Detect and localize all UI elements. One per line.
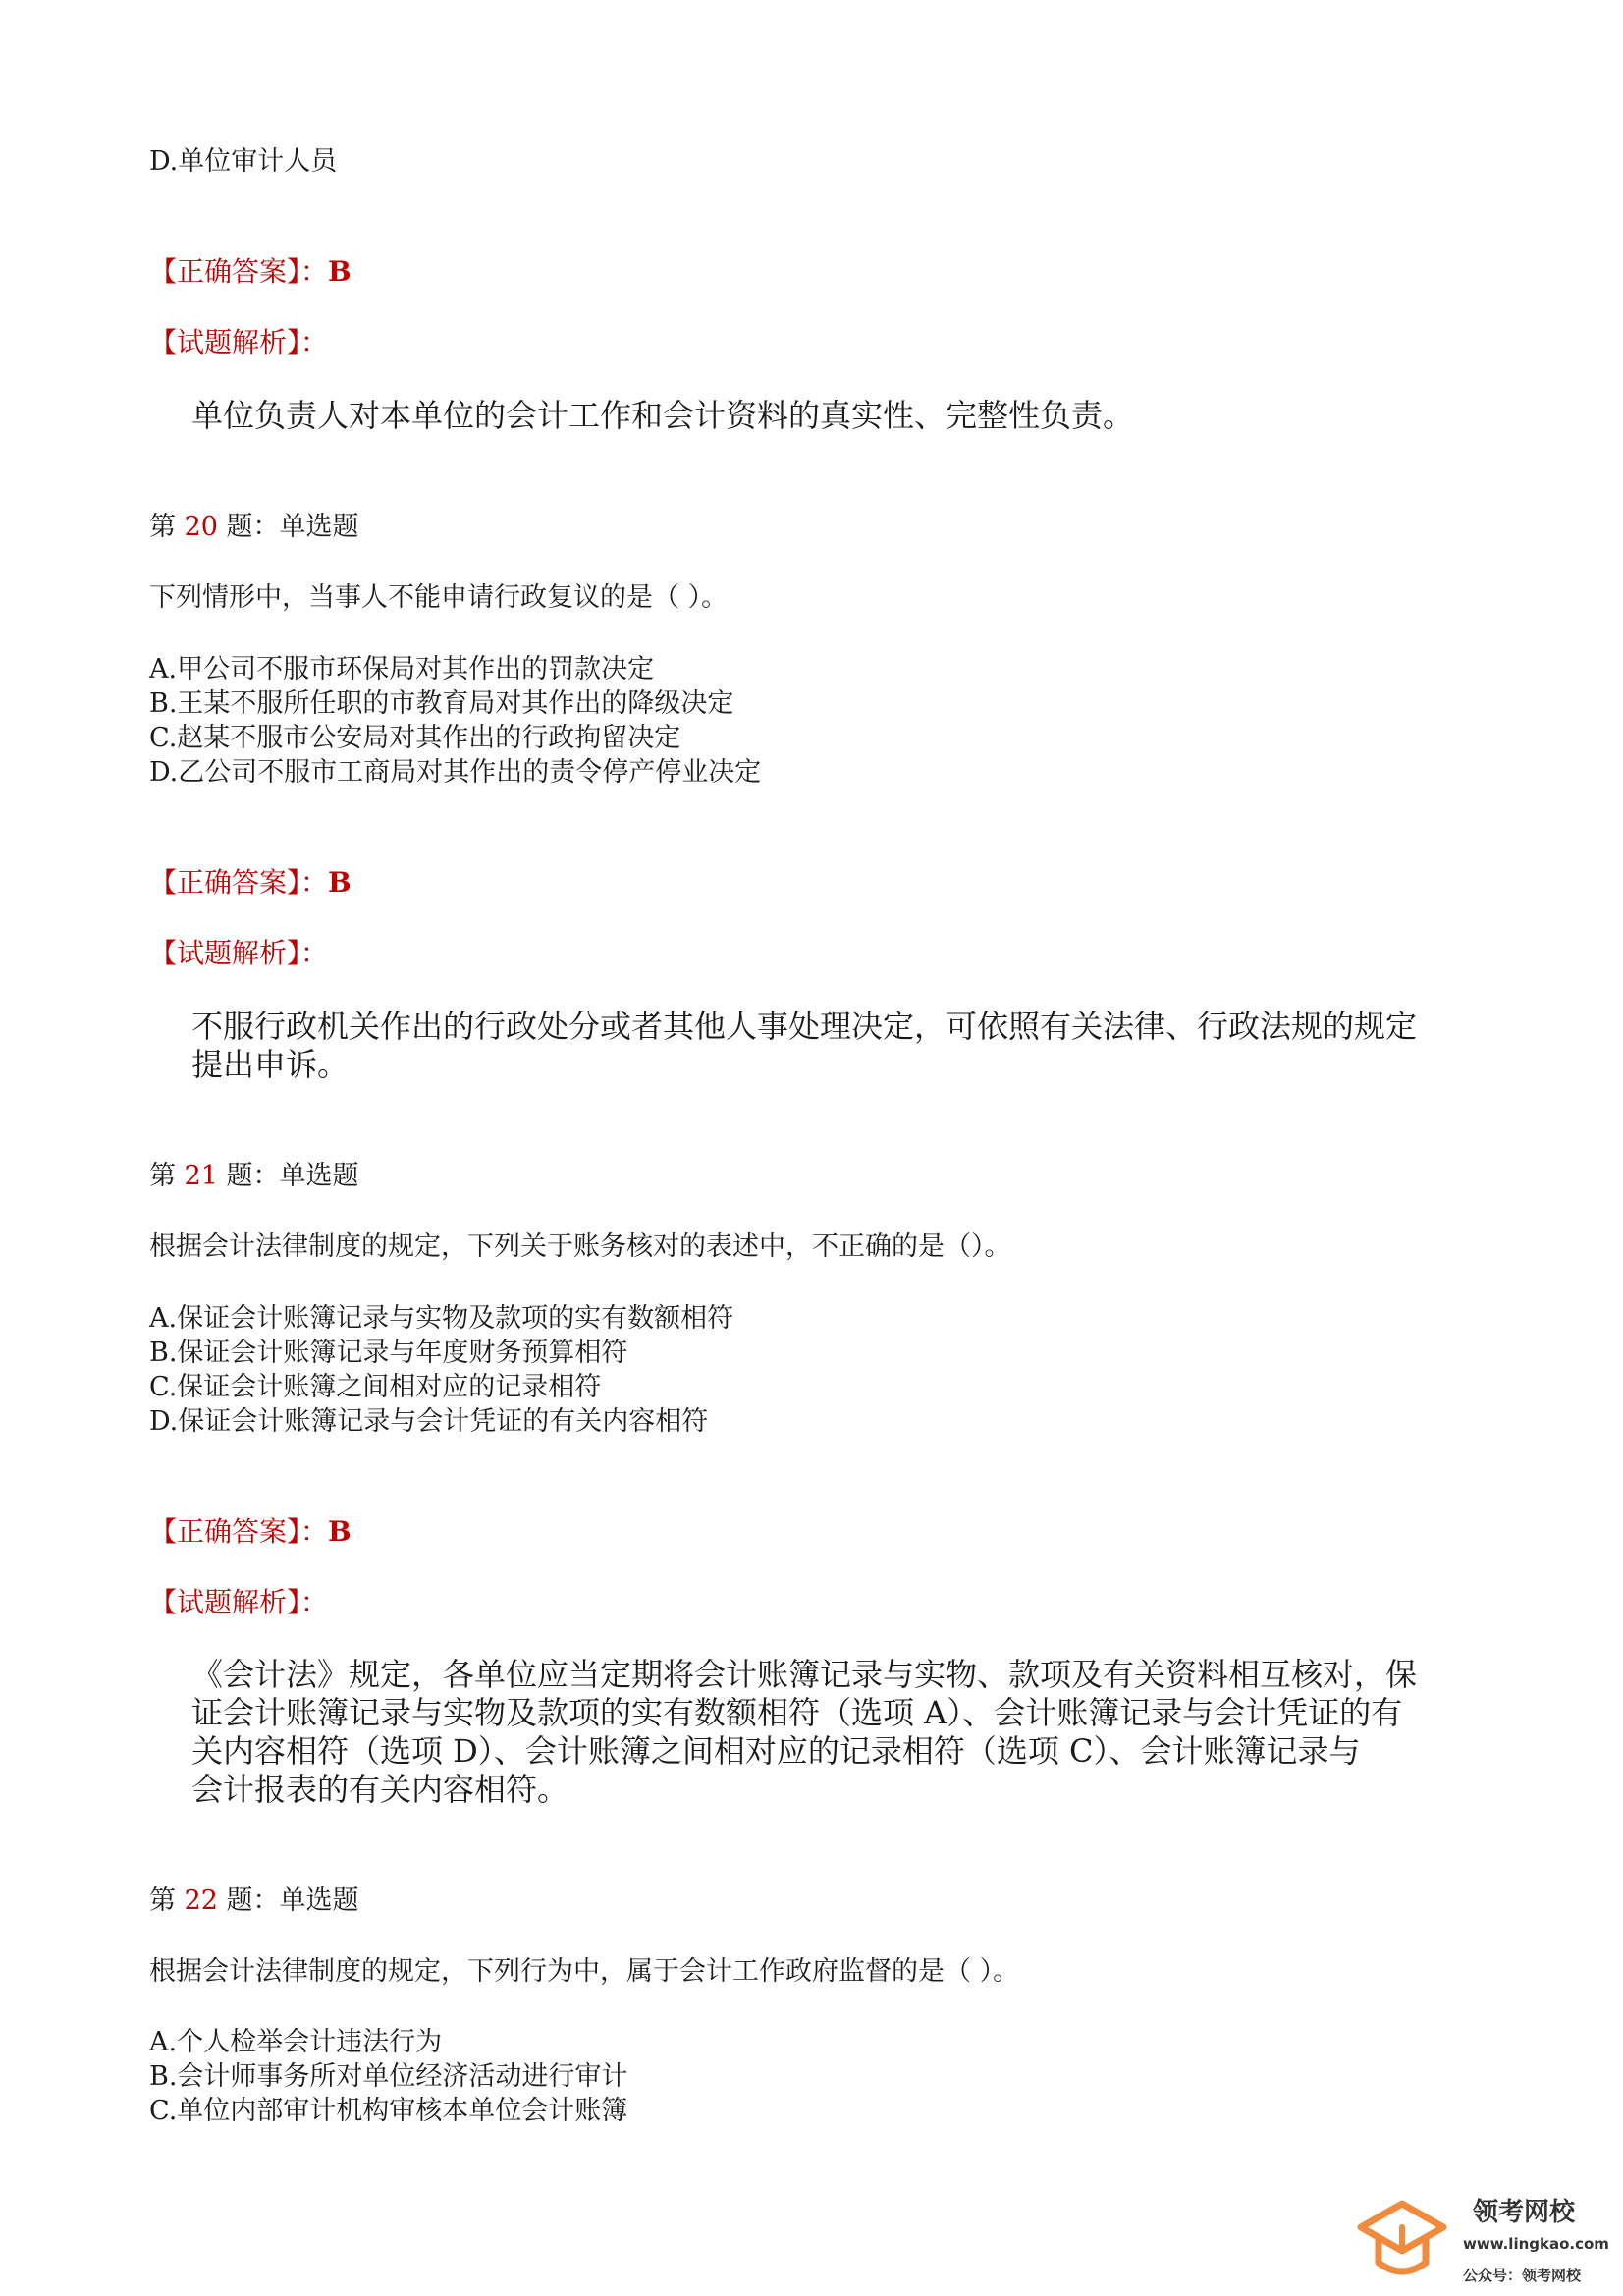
question-22-header [149, 1885, 359, 1918]
graduation-cap-icon [1353, 2198, 1451, 2286]
question-prefix: 第 [149, 512, 185, 542]
question-prefix: 第 [149, 1886, 185, 1916]
question-21-stem: 根据会计法律制度的规定，下列关于账务核对的表述中，不正确的是（）。 [149, 1231, 1011, 1262]
question-number: 20 [184, 512, 218, 542]
prev-analysis-label: 【试题解析】： [149, 326, 329, 358]
question-22-option-a: A.个人检举会计违法行为 [149, 2027, 443, 2057]
question-21-option-d: D.保证会计账簿记录与会计凭证的有关内容相符 [149, 1406, 709, 1437]
question-type: 题：单选题 [217, 1161, 359, 1191]
brand-url: www.lingkao.com [1463, 2235, 1609, 2253]
prev-answer [149, 255, 352, 289]
answer-value: B [328, 1515, 352, 1548]
prev-analysis-text [191, 397, 1488, 435]
analysis-line: 关内容相符（选项 D）、会计账簿之间相对应的记录相符（选项 C）、会计账簿记录与 [191, 1732, 1361, 1770]
brand-name: 领考网校 [1473, 2198, 1576, 2227]
lingkao-logo [1353, 2190, 1608, 2288]
question-22-option-b: B.会计师事务所对单位经济活动进行审计 [149, 2061, 628, 2092]
question-20-answer [149, 866, 352, 900]
question-20-option-b: B.王某不服所任职的市教育局对其作出的降级决定 [149, 688, 734, 719]
question-number: 21 [184, 1161, 218, 1191]
answer-value: B [328, 866, 352, 899]
analysis-line: 证会计账簿记录与实物及款项的实有数额相符（选项 A）、会计账簿记录与会计凭证的有 [191, 1694, 1403, 1731]
answer-label: 【正确答案】： [149, 1515, 329, 1548]
question-21-analysis-text [191, 1656, 1488, 1809]
answer-label: 【正确答案】： [149, 255, 329, 288]
question-21-option-a: A.保证会计账簿记录与实物及款项的实有数额相符 [149, 1303, 734, 1334]
question-type: 题：单选题 [217, 512, 359, 542]
question-21-option-b: B.保证会计账簿记录与年度财务预算相符 [149, 1338, 628, 1368]
analysis-line: 提出申诉。 [191, 1046, 350, 1083]
question-20-header [149, 511, 359, 544]
question-20-option-d: D.乙公司不服市工商局对其作出的责令停产停业决定 [149, 757, 762, 788]
question-21-option-c: C.保证会计账簿之间相对应的记录相符 [149, 1372, 602, 1402]
question-number: 22 [184, 1886, 218, 1916]
question-20-stem: 下列情形中，当事人不能申请行政复议的是（ ）。 [149, 582, 729, 613]
brand-wechat: 公众号：领考网校 [1463, 2267, 1582, 2284]
question-prefix: 第 [149, 1161, 185, 1191]
analysis-line: 不服行政机关作出的行政处分或者其他人事处理决定，可依照有关法律、行政法规的规定 [191, 1008, 1418, 1045]
question-20-option-a: A.甲公司不服市环保局对其作出的罚款决定 [149, 654, 655, 684]
question-21-answer [149, 1515, 352, 1549]
question-20-analysis-label: 【试题解析】： [149, 937, 329, 969]
question-type: 题：单选题 [217, 1886, 359, 1916]
question-21-header [149, 1160, 359, 1193]
question-20-option-c: C.赵某不服市公安局对其作出的行政拘留决定 [149, 723, 681, 753]
analysis-line: 《会计法》规定，各单位应当定期将会计账簿记录与实物、款项及有关资料相互核对，保 [191, 1656, 1418, 1693]
prev-option-d: D.单位审计人员 [149, 146, 338, 177]
question-20-analysis-text [191, 1008, 1488, 1084]
answer-value: B [328, 255, 352, 288]
answer-label: 【正确答案】： [149, 866, 329, 899]
analysis-line: 会计报表的有关内容相符。 [191, 1771, 569, 1808]
analysis-line: 单位负责人对本单位的会计工作和会计资料的真实性、完整性负责。 [191, 397, 1135, 434]
question-21-analysis-label: 【试题解析】： [149, 1586, 329, 1618]
question-22-option-c: C.单位内部审计机构审核本单位会计账簿 [149, 2096, 628, 2126]
question-22-stem: 根据会计法律制度的规定，下列行为中，属于会计工作政府监督的是（ ）。 [149, 1956, 1020, 1987]
